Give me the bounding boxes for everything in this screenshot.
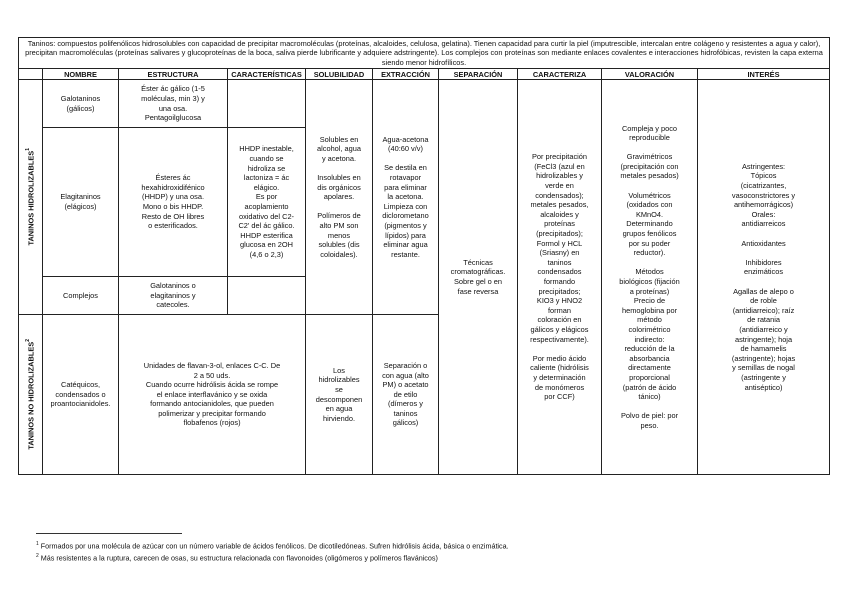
header-separacion: SEPARACIÓN bbox=[439, 69, 518, 80]
header-valoracion: VALORACIÓN bbox=[602, 69, 698, 80]
elagitaninos-nombre: Elagitaninos (elágicos) bbox=[43, 128, 119, 277]
header-row bbox=[19, 69, 830, 80]
header-caracteriza: CARACTERIZA bbox=[518, 69, 602, 80]
header-nombre: NOMBRE bbox=[43, 69, 119, 80]
header-blank bbox=[19, 69, 43, 80]
galotaninos-estructura: Éster ác gálico (1-5 moléculas, min 3) y una osa. Pentagoilglucosa bbox=[119, 80, 228, 128]
footnote-2: $^2$ Más resistentes a la ruptura, carecen de osas, su estructura relacionada con flavonoides (oligómeros y polímeros flavánicos) bbox=[36, 553, 438, 563]
galotaninos-caracteristicas bbox=[228, 80, 306, 128]
catequicos-nombre: Catéquicos, condensados o proantocianidoles. bbox=[43, 315, 119, 475]
complejos-caracteristicas bbox=[228, 277, 306, 315]
caracteriza-cell: Por precipitación (FeCl3 (azul en hidrolizables y verde en condensados); metales pesados, alcaloides y proteínas (precipitados); Formol y HCL (Sriasny) en taninos condensados formando precipitados; KIO3 y HNO2 forman coloración en gálicos y elágicos respectivamente). Por medio ácido caliente (hidrólisis y determinación de monómeros por CCF) bbox=[518, 80, 602, 475]
table-row bbox=[19, 80, 830, 128]
header-extraccion: EXTRACCIÓN bbox=[373, 69, 439, 80]
extraccion-no-hidrolizables: Separación o con agua (alto PM) o acetato de etilo (dímeros y taninos gálicos) bbox=[373, 315, 439, 475]
valoracion-cell: Compleja y poco reproducible Gravimétricos (precipitación con metales pesados) Volumétricos (oxidados con KMnO4. Determinando grupos fenólicos por su poder reductor). Métodos biológicos (fijación a proteínas) Precio de hemoglobina por método colorimétrico indirecto: reducción de la absorbancia directamente proporcional (patrón de ácido tánico) Polvo de piel: por peso. bbox=[602, 80, 698, 475]
elagitaninos-caracteristicas: HHDP inestable, cuando se hidroliza se lactoniza = ác elágico. Es por acoplamiento oxidativo del C2- C2' del ác gálico. HHDP esterifica glucosa en 2OH (4,6 o 2,3) bbox=[228, 128, 306, 277]
galotaninos-nombre: Galotaninos (gálicos) bbox=[43, 80, 119, 128]
solubilidad-no-hidrolizables: Los hidrolizables se descomponen en agua hirviendo. bbox=[306, 315, 373, 475]
extraccion-hidrolizables: Agua-acetona (40:60 v/v) Se destila en rotavapor para eliminar la acetona. Limpieza con diclorometano (pigmentos y lípidos) para eliminar agua restante. bbox=[373, 80, 439, 315]
elagitaninos-estructura: Ésteres ác hexahidroxidifénico (HHDP) y una osa. Mono o bis HHDP. Resto de OH libres o esterificados. bbox=[119, 128, 228, 277]
solubilidad-hidrolizables: Solubles en alcohol, agua y acetona. Insolubles en dis orgánicos apolares. Polímeros de alto PM son menos solubles (dis coloidales). bbox=[306, 80, 373, 315]
complejos-nombre: Complejos bbox=[43, 277, 119, 315]
footnote-separator bbox=[36, 533, 182, 534]
tannins-table bbox=[18, 37, 830, 475]
catequicos-estructura: Unidades de flavan-3-ol, enlaces C-C. De 2 a 50 uds. Cuando ocurre hidrólisis ácida se rompe el enlace interflavánico y se oxida formando antocianidoles, que pueden polimerizar y precipitar formando flobafenos (rojos) bbox=[119, 315, 306, 475]
group-label-hidrolizables: TANINOS HIDROLIZABLES$^1$ bbox=[19, 80, 43, 315]
footnote-1: $^1$ Formados por una molécula de azúcar con un número variable de ácidos fenólicos. De dicotiledóneas. Sufren hidrólisis ácida, básica o enzimática. bbox=[36, 541, 509, 551]
header-solubilidad: SOLUBILIDAD bbox=[306, 69, 373, 80]
header-estructura: ESTRUCTURA bbox=[119, 69, 228, 80]
intro-text: Taninos: compuestos polifenólicos hidrosolubles con capacidad de precipitar macromoléculas (proteínas, alcaloides, celulosa, gelatina). Tienen capacidad para curtir la piel (imputrescible, intercalan entre colágeno y resistentes a agua y calor), precipitan macromoléculas (proteínas salivares y glucoproteínas de la boca, saliva pierde lubrificante y adquiere adstringente). Los complejos con proteínas son mediante enlaces covalentes e interacciones hidrofóbicas, revisten la capa externa siendo menor hidrofílicos. bbox=[19, 38, 830, 69]
header-interes: INTERÉS bbox=[698, 69, 830, 80]
group-label-no-hidrolizables: TANINOS NO HIDROLIZABLES$^2$ bbox=[19, 315, 43, 475]
interes-cell: Astringentes: Tópicos (cicatrizantes, vasoconstrictores y antihemorrágicos) Orales: antidiarreicos Antioxidantes Inhibidores enzimáticos Agallas de alepo o de roble (antidiarreico); raíz de ratania (antidiarreico y astringente); hoja de hamamelis (astringente); hojas y semillas de nogal (astringente y antiséptico) bbox=[698, 80, 830, 475]
separacion-cell: Técnicas cromatográficas. Sobre gel o en fase reversa bbox=[439, 80, 518, 475]
header-caracteristicas: CARACTERÍSTICAS bbox=[228, 69, 306, 80]
complejos-estructura: Galotaninos o elagitaninos y catecoles. bbox=[119, 277, 228, 315]
